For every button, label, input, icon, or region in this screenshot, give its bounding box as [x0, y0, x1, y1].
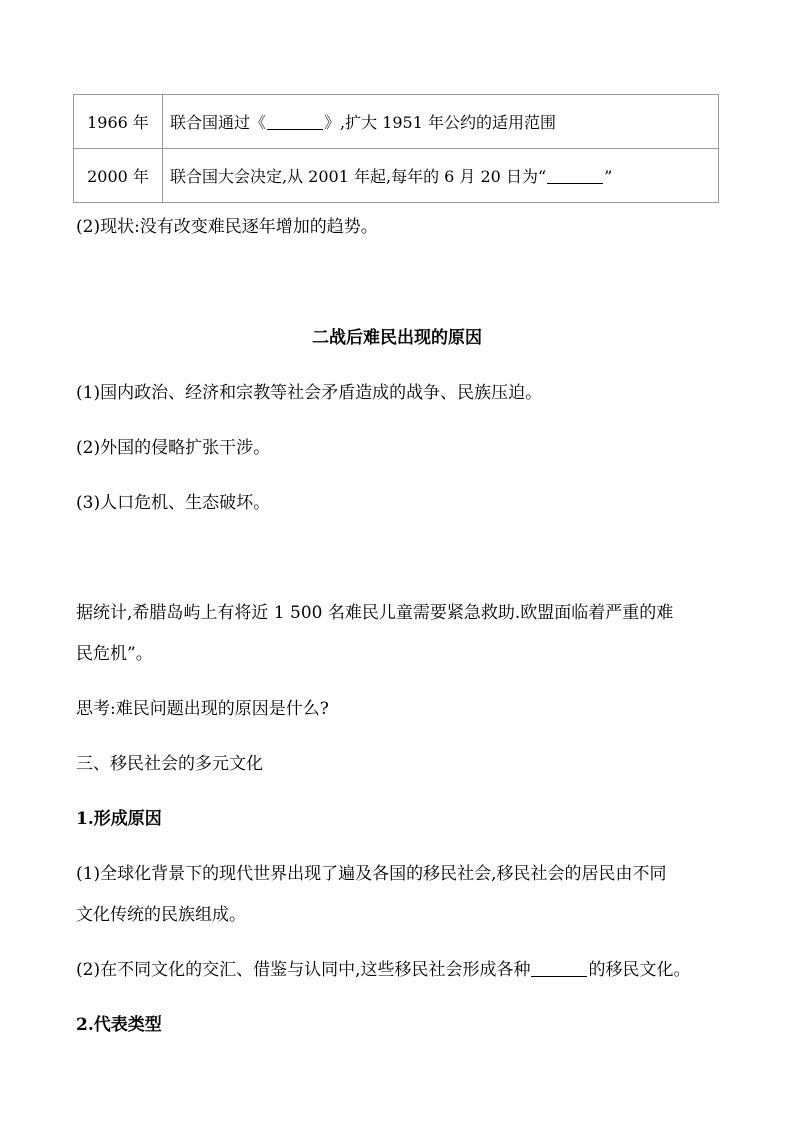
year-cell: 1966 年: [74, 95, 163, 149]
fill-blank: [547, 167, 603, 184]
paragraph-text: [76, 958, 690, 982]
paragraph-part: (2)在不同文化的交汇、借鉴与认同中,这些移民社会形成各种: [76, 960, 531, 980]
cause-item: (2)外国的侵略扩张干涉。: [76, 438, 271, 458]
fill-blank: [267, 113, 323, 130]
description-cell: [163, 149, 719, 203]
status-line: (2)现状:没有改变难民逐年增加的趋势。: [76, 217, 378, 237]
section-heading: 二战后难民出现的原因: [312, 328, 482, 348]
description-cell: [163, 95, 719, 149]
description-text: 》,扩大 1951 年公约的适用范围: [324, 113, 556, 132]
subsection-title: 2.代表类型: [76, 1015, 162, 1035]
cause-item: (3)人口危机、生态破坏。: [76, 493, 271, 513]
year-cell: 2000 年: [74, 149, 163, 203]
table-row: [74, 149, 719, 203]
paragraph-text: 文化传统的民族组成。: [76, 905, 246, 925]
subsection-title: 1.形成原因: [76, 809, 162, 829]
question-text: 思考:难民问题出现的原因是什么?: [76, 699, 329, 719]
description-text: 联合国大会决定,从 2001 年起,每年的 6 月 20 日为“: [170, 167, 547, 186]
cause-item: (1)国内政治、经济和宗教等社会矛盾造成的战争、民族压迫。: [76, 383, 543, 403]
fill-blank: [531, 959, 587, 977]
section-title: 三、移民社会的多元文化: [76, 754, 263, 774]
description-text: ”: [604, 167, 613, 186]
material-text: 民危机”。: [76, 644, 153, 664]
table-row: [74, 95, 719, 149]
paragraph-part: 的移民文化。: [588, 960, 691, 980]
history-table: [73, 94, 719, 203]
material-text: 据统计,希腊岛屿上有将近 1 500 名难民儿童需要紧急救助.欧盟面临着严重的难: [76, 603, 674, 623]
paragraph-text: (1)全球化背景下的现代世界出现了遍及各国的移民社会,移民社会的居民由不同: [76, 864, 667, 884]
description-text: 联合国通过《: [170, 113, 267, 132]
